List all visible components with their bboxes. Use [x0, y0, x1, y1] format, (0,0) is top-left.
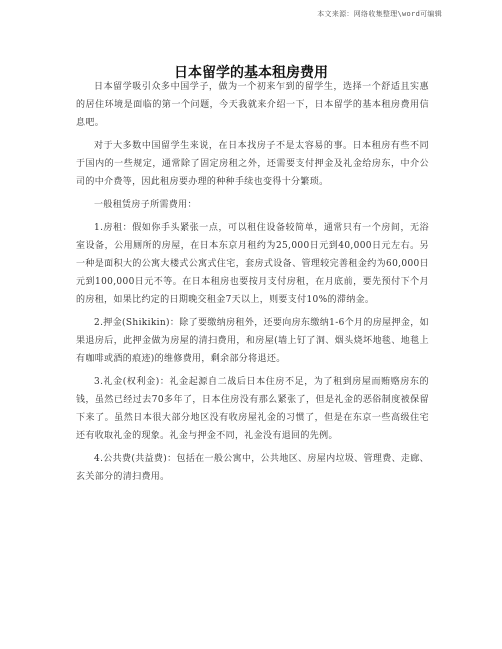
source-note: 本文来源：网络收集整理\word可编辑 [317, 10, 442, 18]
paragraph-deposit: 2.押金(Shikikin)：除了要缴纳房租外，还要向房东缴纳1-6个月的房屋押金，如果退房后，此押金做为房屋的清扫费用，和房屋(墙上钉了洞、烟头烧坏地毯、地毯上有咖啡或酒的痕迹)的维修费用，剩余部分将退还。 [76, 318, 429, 364]
paragraph-common-fee: 4.公共费(共益费)：包括在一般公寓中，公共地区、房屋内垃圾、管理费、走廊、玄关部分的清扫费用。 [76, 454, 429, 482]
paragraph-intro: 日本留学吸引众多中国学子，做为一个初来乍到的留学生，选择一个舒适且实惠的居住环境是面临的第一个问题，今天我就来介绍一下，日本留学的基本租房费用信息吧。 [76, 82, 429, 128]
document-title: 日本留学的基本租房费用 [174, 65, 328, 81]
document-body [76, 78, 429, 491]
paragraph-key-money: 3.礼金(权利金)：礼金起源自二战后日本住房不足，为了租到房屋而贿赂房东的钱，虽然已经过去70多年了，日本住房没有那么紧张了，但是礼金的恶俗制度被保留下来了。虽然日本很大部分地区没有收房屋礼金的习惯了，但是在东京一些高级住宅还有收取礼金的现象。礼金与押金不同，礼金没有退回的先例。 [76, 377, 429, 441]
paragraph-cost-heading: 一般租赁房子所需费用： [94, 200, 197, 210]
paragraph-rent: 1.房租：假如你手头紧张一点，可以租住设备较简单，通常只有一个房间，无浴室设备，公用厕所的房屋，在日本东京月租约为25,000日元到40,000日元左右。另一种是面积大的公寓大楼式公寓式住宅，套房式设备、管理较完善租金约为60,000日元到100,000日元不等。在日本租房也要按月支付房租，在月底前，要先预付下个月的房租，如果比约定的日期晚交租金7天以上，则要支付10%的滞纳金。 [76, 223, 429, 305]
paragraph-context: 对于大多数中国留学生来说，在日本找房子不是太容易的事。日本租房有些不同于国内的一些规定，通常除了固定房租之外，还需要支付押金及礼金给房东，中介公司的中介费等，因此租房要办理的种种手续也变得十分繁琐。 [76, 141, 429, 187]
